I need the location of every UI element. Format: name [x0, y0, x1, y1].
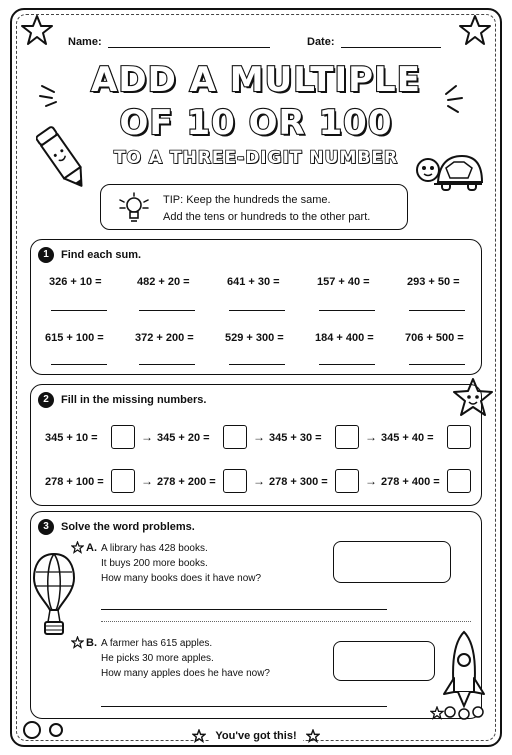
date-line[interactable]	[341, 38, 441, 48]
sum-problem: 615 + 100 =	[45, 332, 104, 344]
name-label: Name:	[68, 36, 102, 48]
arrow-right-icon: →	[141, 474, 153, 488]
name-line[interactable]	[108, 38, 270, 48]
sum-problem: 482 + 20 =	[137, 276, 190, 288]
arrow-right-icon: →	[141, 430, 153, 444]
answer-line[interactable]	[139, 310, 195, 311]
section-number-badge: 3	[38, 519, 54, 535]
star-icon	[192, 729, 206, 743]
section-number-badge: 2	[38, 392, 54, 408]
problem-text: How many books does it have now?	[101, 573, 262, 584]
work-line[interactable]	[101, 706, 387, 707]
section-title: Solve the word problems.	[61, 521, 195, 533]
section-number-badge: 1	[38, 247, 54, 263]
answer-line[interactable]	[319, 310, 375, 311]
tip-line-2: Add the tens or hundreds to the other part.	[163, 211, 371, 223]
answer-box[interactable]	[333, 541, 451, 583]
answer-line[interactable]	[409, 310, 465, 311]
tip-line-1: TIP: Keep the hundreds the same.	[163, 194, 331, 206]
answer-box[interactable]	[333, 641, 435, 681]
date-label: Date:	[307, 36, 335, 48]
answer-line[interactable]	[51, 364, 107, 365]
answer-box[interactable]	[447, 469, 471, 493]
date-field[interactable]	[307, 36, 441, 48]
lightbulb-icon	[117, 192, 151, 229]
section-title: Find each sum.	[61, 249, 142, 261]
divider-dotted	[101, 621, 471, 622]
answer-line[interactable]	[409, 364, 465, 365]
number-chain	[45, 425, 475, 451]
arrow-right-icon: →	[365, 474, 377, 488]
answer-box[interactable]	[111, 469, 135, 493]
answer-box[interactable]	[335, 425, 359, 449]
answer-line[interactable]	[51, 310, 107, 311]
title-line-2: OF 10 OR 100	[119, 103, 393, 143]
sum-problem: 326 + 10 =	[49, 276, 102, 288]
chain-expression: 345 + 40 =	[381, 432, 434, 444]
chain-expression: 345 + 10 =	[45, 432, 98, 444]
sum-problem: 184 + 400 =	[315, 332, 374, 344]
chain-expression: 345 + 20 =	[157, 432, 210, 444]
chain-expression: 278 + 400 =	[381, 476, 440, 488]
problem-text: He picks 30 more apples.	[101, 653, 214, 664]
footer-message: You've got this!	[209, 730, 302, 742]
chain-expression: 278 + 300 =	[269, 476, 328, 488]
arrow-right-icon: →	[253, 430, 265, 444]
section-title: Fill in the missing numbers.	[61, 394, 207, 406]
arrow-right-icon: →	[365, 430, 377, 444]
answer-box[interactable]	[223, 469, 247, 493]
rocket-icon	[438, 630, 490, 720]
star-icon	[306, 729, 320, 743]
chain-expression: 345 + 30 =	[269, 432, 322, 444]
number-chain	[45, 469, 475, 495]
answer-box[interactable]	[111, 425, 135, 449]
star-icon	[430, 706, 444, 720]
answer-box[interactable]	[335, 469, 359, 493]
answer-line[interactable]	[139, 364, 195, 365]
answer-line[interactable]	[319, 364, 375, 365]
sum-problem: 529 + 300 =	[225, 332, 284, 344]
title-line-1: ADD A MULTIPLE	[91, 60, 421, 100]
footer	[0, 729, 512, 743]
tip-box	[100, 184, 408, 230]
star-icon	[20, 14, 54, 46]
problem-label: B.	[86, 637, 97, 649]
hot-air-balloon-icon	[32, 552, 76, 638]
chain-expression: 278 + 200 =	[157, 476, 216, 488]
sum-problem: 157 + 40 =	[317, 276, 370, 288]
problem-label: A.	[86, 542, 97, 554]
problem-text: How many apples does he have now?	[101, 668, 270, 679]
answer-box[interactable]	[447, 425, 471, 449]
sum-problem: 293 + 50 =	[407, 276, 460, 288]
answer-line[interactable]	[229, 364, 285, 365]
sum-problem: 372 + 200 =	[135, 332, 194, 344]
problem-text: A library has 428 books.	[101, 543, 208, 554]
name-field[interactable]	[68, 36, 270, 48]
star-icon	[458, 14, 492, 46]
title-line-3: TO A THREE-DIGIT NUMBER	[113, 148, 399, 168]
answer-box[interactable]	[223, 425, 247, 449]
answer-line[interactable]	[229, 310, 285, 311]
chain-expression: 278 + 100 =	[45, 476, 104, 488]
problem-text: It buys 200 more books.	[101, 558, 208, 569]
section-missing-numbers	[30, 384, 482, 506]
arrow-right-icon: →	[253, 474, 265, 488]
sum-problem: 706 + 500 =	[405, 332, 464, 344]
problem-text: A farmer has 615 apples.	[101, 638, 213, 649]
section-word-problems	[30, 511, 482, 719]
sum-problem: 641 + 30 =	[227, 276, 280, 288]
section-find-sums	[30, 239, 482, 375]
work-line[interactable]	[101, 609, 387, 610]
